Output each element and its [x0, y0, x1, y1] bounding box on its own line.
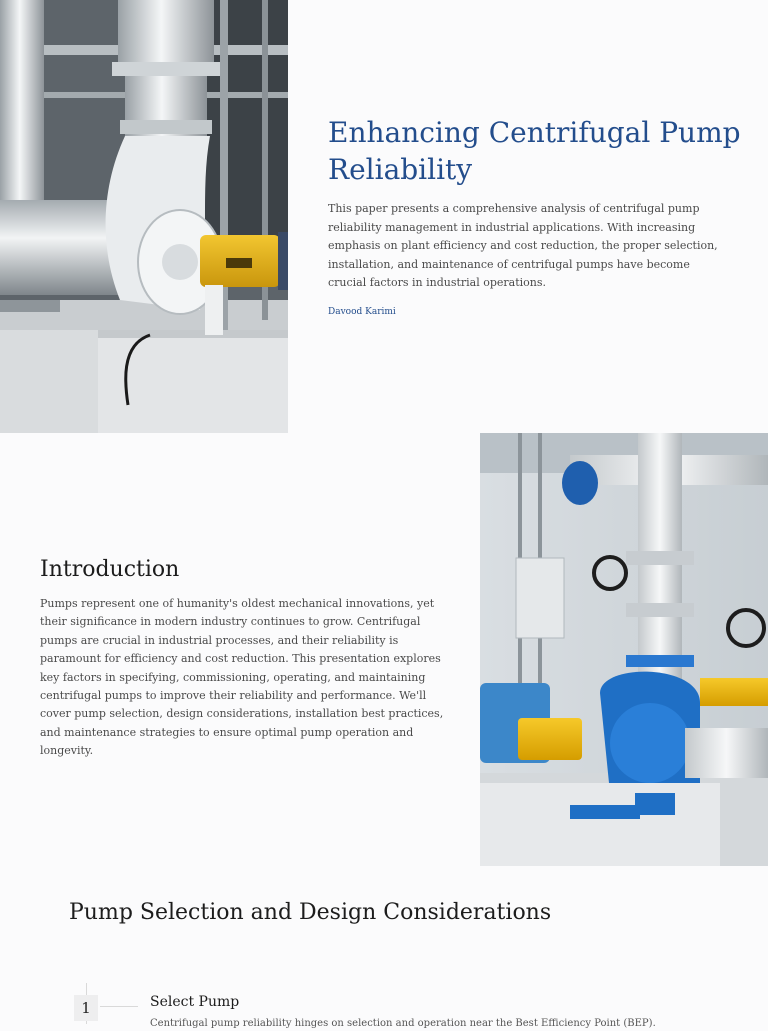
section-heading: Pump Selection and Design Considerations: [69, 900, 552, 925]
step-number-badge: 1: [74, 995, 98, 1021]
hero-pump-photo: [0, 0, 288, 433]
abstract-text: This paper presents a comprehensive analysis of centrifugal pump reliability management in industrial applications. With increasing emphasis on plant efficiency and cost reduction, the proper selection, installation, and maintenance of centrifugal pumps have become crucial factors in industrial operations.: [328, 202, 718, 289]
introduction-heading: Introduction: [40, 557, 180, 582]
intro-pump-photo: [480, 433, 768, 866]
step-connector: [100, 1006, 138, 1007]
step-description: Centrifugal pump reliability hinges on selection and operation near the Best Efficiency Point (BEP).: [150, 1018, 656, 1029]
step-title: Select Pump: [150, 994, 240, 1010]
introduction-text: Pumps represent one of humanity's oldest mechanical innovations, yet their significance in modern industry continues to grow. Centrifugal pumps are crucial in industrial processes, and their reliability is paramount for efficiency and cost reduction. This presentation explores key factors in specifying, commissioning, operating, and maintaining centrifugal pumps to improve their reliability and performance. We'll cover pump selection, design considerations, installation best practices, and maintenance strategies to ensure optimal pump operation and longevity.: [40, 597, 444, 758]
page-title: Enhancing Centrifugal Pump Reliability: [328, 116, 741, 186]
author-link[interactable]: Davood Karimi: [328, 307, 396, 317]
